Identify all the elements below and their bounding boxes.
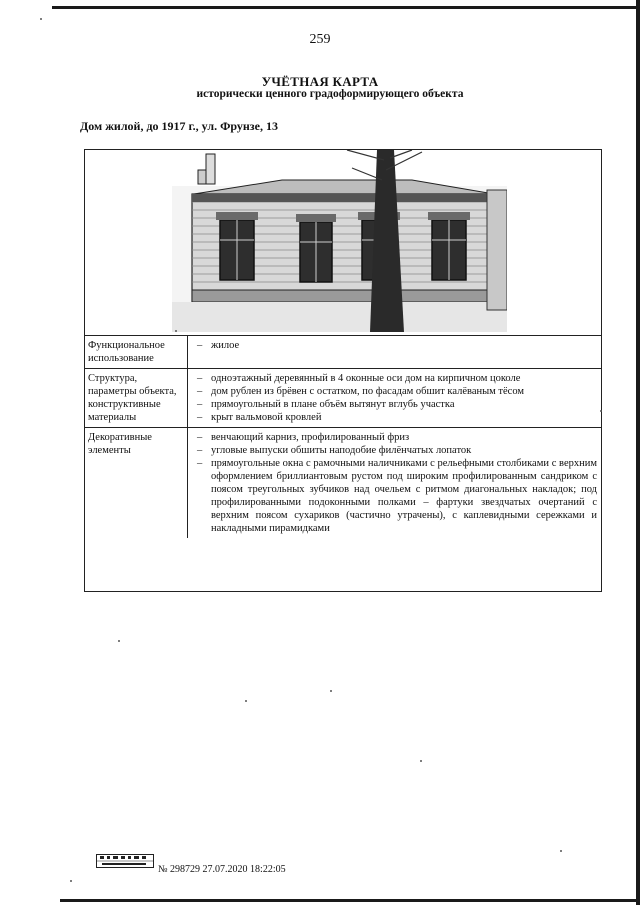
object-heading: Дом жилой, до 1917 г., ул. Фрунзе, 13 [80, 119, 278, 133]
scan-speck [420, 760, 422, 762]
scan-speck [600, 410, 602, 412]
scan-border-top [52, 6, 640, 9]
photo-cell [85, 150, 601, 336]
info-table [85, 336, 601, 538]
scan-border-right [636, 0, 640, 905]
document-footer-id: № 298729 27.07.2020 18:22:05 [158, 864, 286, 875]
card-title: УЧЁТНАЯ КАРТА [261, 74, 379, 89]
registration-card-table [84, 149, 602, 592]
row-decorative-elements [85, 428, 601, 539]
scan-border-bottom [60, 899, 640, 902]
scan-speck [40, 18, 42, 20]
list-item: – одноэтажный деревянный в 4 оконные оси дом на кирпичном цоколе [197, 373, 521, 384]
list-item: – венчающий карниз, профилированный фриз [197, 432, 410, 443]
row-label: Функциональное использование [85, 336, 188, 369]
list-item: – прямоугольный в плане объём вытянут вглубь участка [197, 399, 455, 410]
list-item: – крыт вальмовой кровлей [197, 412, 322, 423]
list-item: – дом рублен из брёвен с остатком, по фасадам обшит калёваным тёсом [197, 386, 525, 397]
list-item: – жилое [197, 340, 240, 351]
row-functional-use [85, 336, 601, 369]
scan-speck [245, 700, 247, 702]
row-values [188, 369, 602, 428]
list-item: – прямоугольные окна с рамочными наличниками с рельефными столбиками с верхним оформлением бриллиантовым рустом под широким профилированным сандриком с поясом треугольных зубчиков над очельем с ритмом диагональных накладок; под профилированными подоконными полками – фартуки звездчатых очертаний с верхним поясом сухариков (частично утрачены), с каплевидными сережками и накладными пирамидками [197, 458, 597, 534]
scan-speck [330, 690, 332, 692]
registry-stamp-logo [96, 854, 154, 868]
row-label: Структура, параметры объекта, конструктивные материалы [85, 369, 188, 428]
row-values [188, 428, 602, 539]
page-number: 259 [309, 32, 331, 47]
scan-speck [70, 880, 72, 882]
card-subtitle: исторически ценного градоформирующего объекта [196, 88, 464, 100]
row-values [188, 336, 602, 369]
list-item: – угловые выпуски обшиты наподобие филёнчатых лопаток [197, 445, 472, 456]
row-label: Декоративные элементы [85, 428, 188, 539]
scan-speck [560, 850, 562, 852]
scan-speck [175, 330, 177, 332]
row-structure [85, 369, 601, 428]
scan-speck [118, 640, 120, 642]
house-photo [172, 150, 507, 332]
